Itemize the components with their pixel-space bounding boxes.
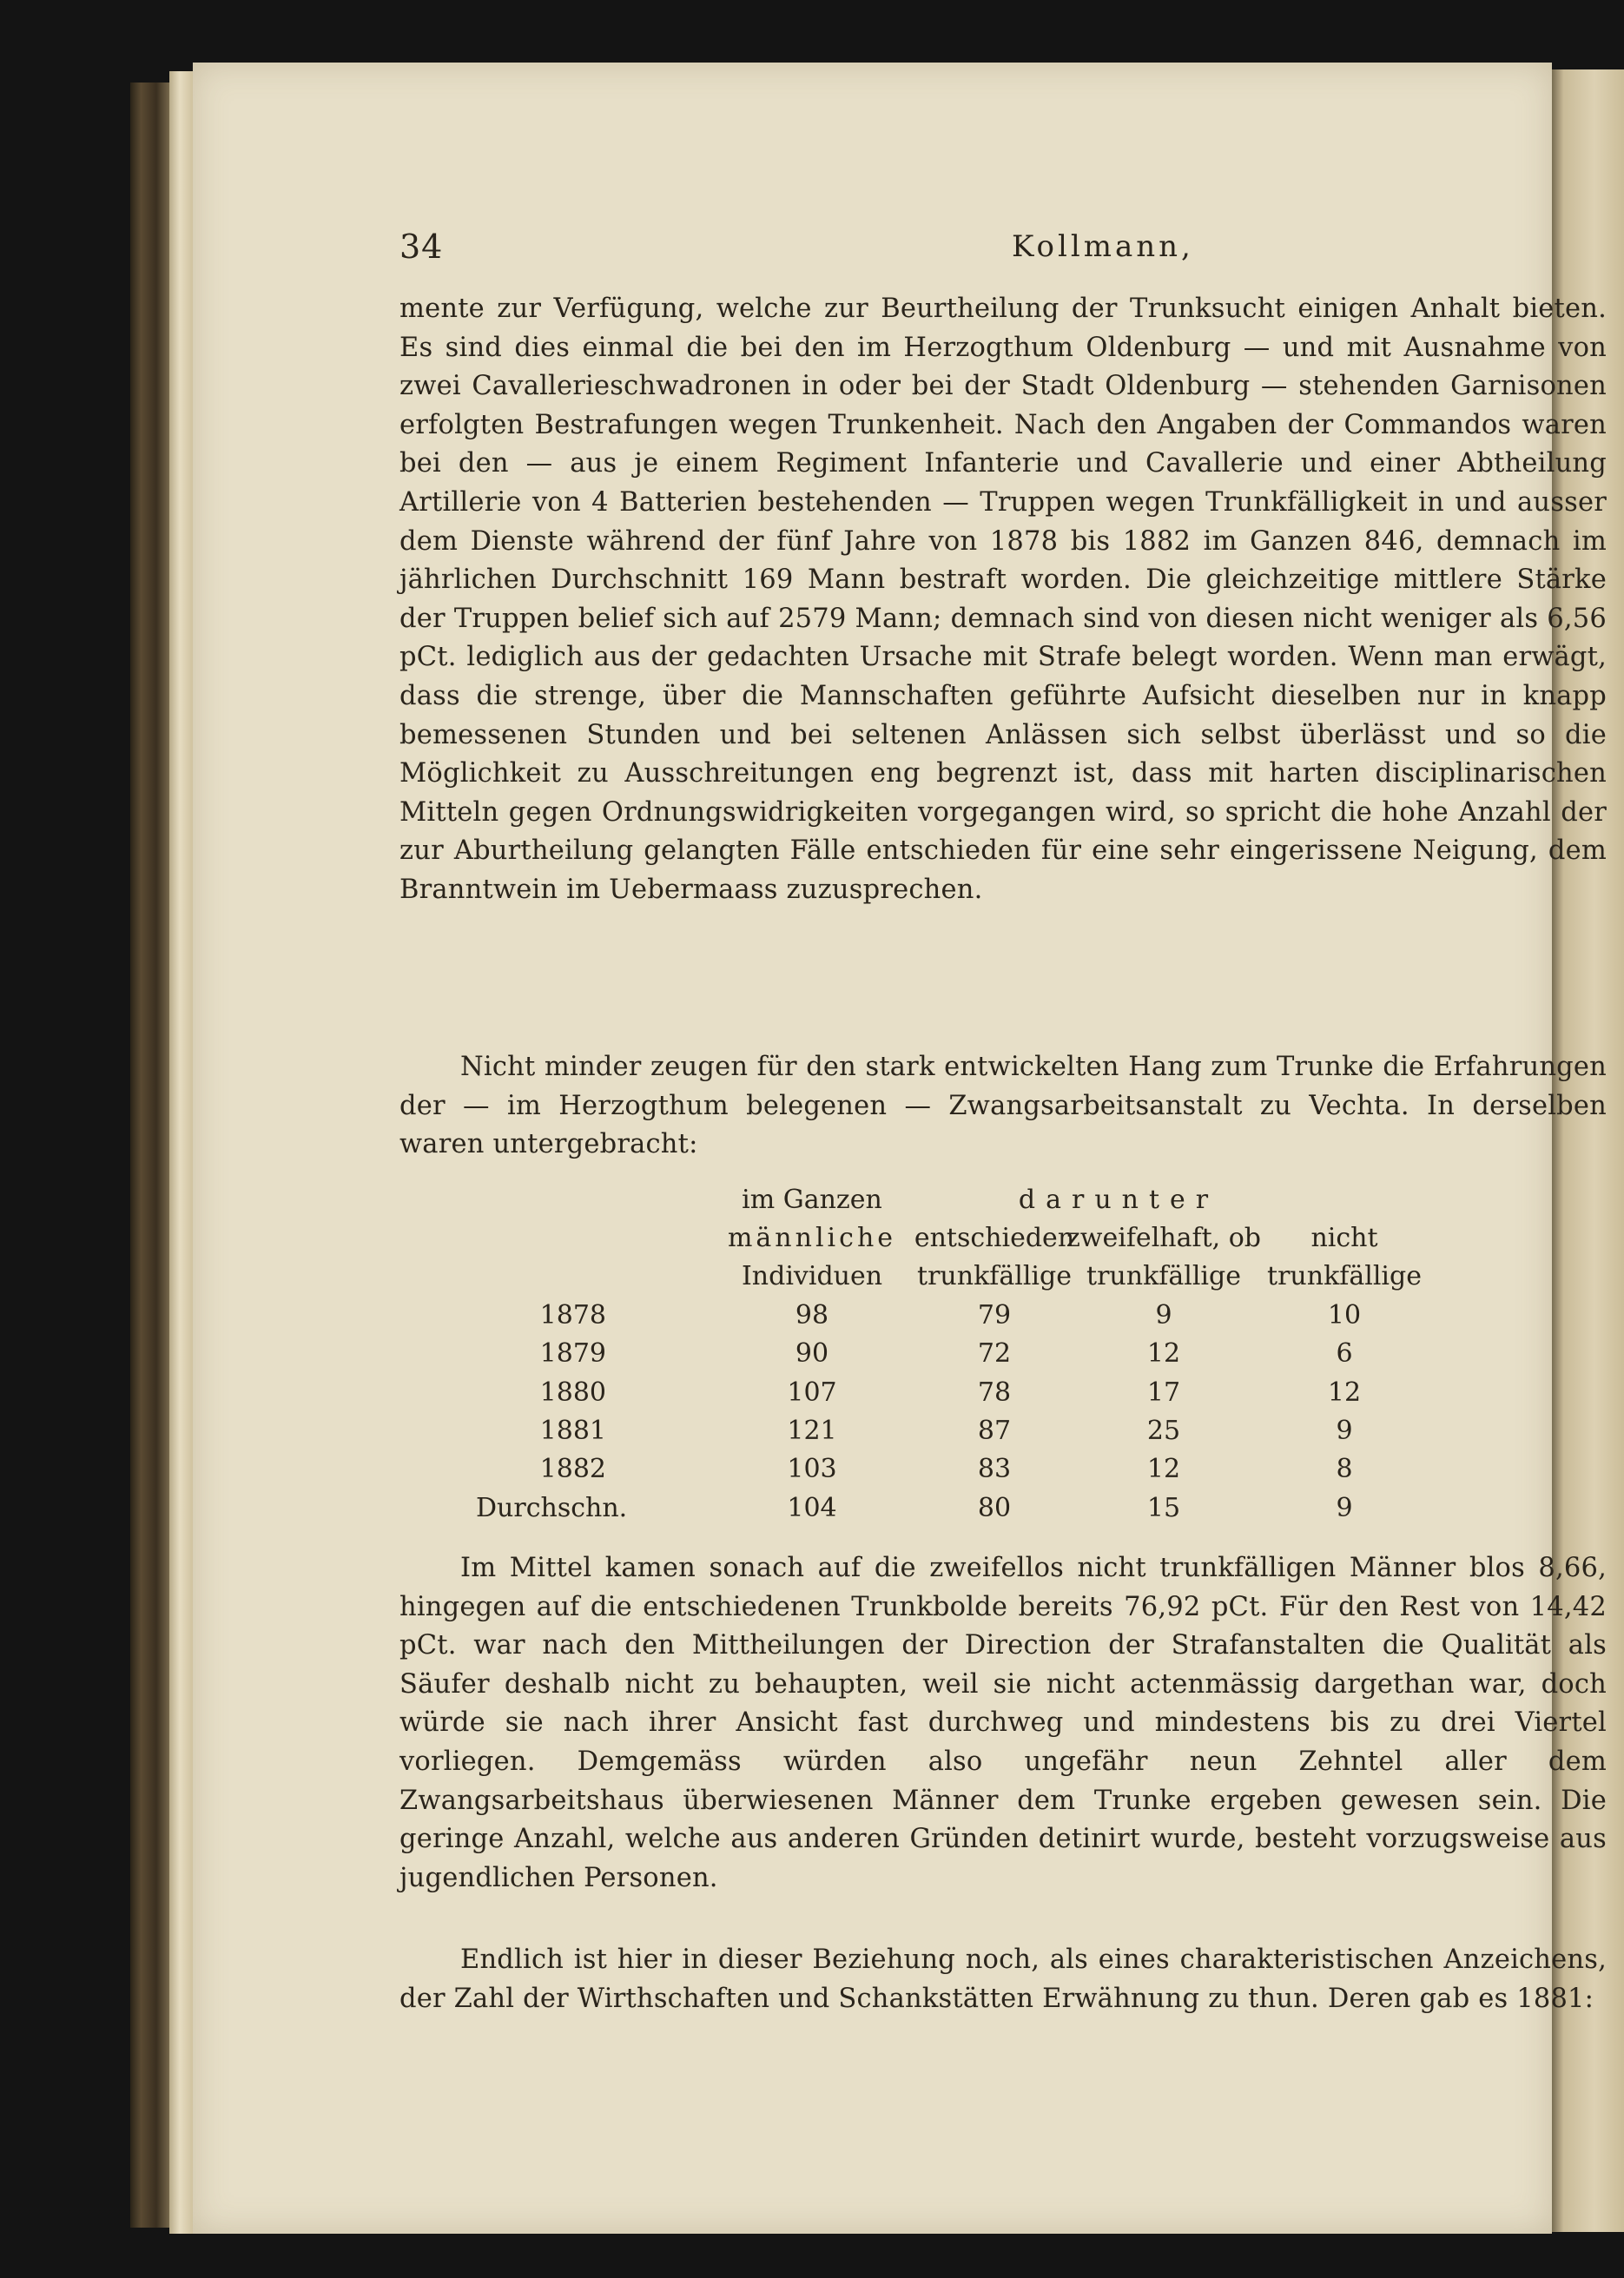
row-label: 1882	[539, 1454, 606, 1484]
paragraph-1: mente zur Verfügung, welche zur Beurtheilung der Trunksucht einigen Anhalt bieten. Es sind dies einmal die bei den im Herzogthum Oldenburg — und mit Ausnahme von zwei Cavallerieschwadronen in oder bei der Stadt Oldenburg — stehenden Garnisonen erfolgten Bestrafungen wegen Trunkenheit. Nach den Angaben der Commandos waren bei den — aus je einem Regiment Infanterie und Cavallerie und einer Abtheilung Artillerie von 4 Batterien bestehenden — Truppen wegen Trunkfälligkeit in und ausser dem Dienste während der fünf Jahre von 1878 bis 1882 im Ganzen 846, demnach im jährlichen Durchschnitt 169 Mann bestraft worden. Die gleichzeitige mittlere Stärke der Truppen belief sich auf 2579 Mann; demnach sind von diesen nicht weniger als 6,56 pCt. lediglich aus der gedachten Ursache mit Strafe belegt worden. Wenn man erwägt, dass die strenge, über die Mannschaften geführte Aufsicht dieselben nur in knapp bemessenen Stunden und bei seltenen Anlässen sich selbst überlässt und so die Möglichkeit zu Ausschreitungen eng begrenzt ist, dass mit harten disciplinarischen Mitteln gegen Ordnungswidrigkeiten vorgegangen wird, so spricht die hohe Anzahl der zur Aburtheilung gelangten Fälle entschieden für eine sehr eingerissene Neigung, dem Branntwein im Uebermaass zuzusprechen.	[399, 294, 1607, 905]
page-number: 34	[399, 228, 444, 266]
row-label: 1878	[539, 1300, 606, 1330]
row-label: 1880	[539, 1377, 606, 1408]
statistics-table: im Ganzen darunter männliche entschieden zweifelhaft, ob nicht Individuen trunkfällige trunkfällige trunkfällige 1878 98 79 9 10 1879 90 72 12 6 1880 107 78 17 12 1881 121 87 25 9 1882 103 83 12 8 Durchschn. 104 80 15 9	[476, 1185, 1422, 1523]
page-header	[399, 228, 1607, 280]
page-stack-edge	[169, 71, 195, 2234]
book-page	[193, 63, 1607, 2234]
paragraph-3: Im Mittel kamen sonach auf die zweifellos nicht trunkfälligen Männer blos 8,66, hingegen auf die entschiedenen Trunkbolde bereits 76,92 pCt. Für den Rest von 14,42 pCt. war nach den Mittheilungen der Direction der Strafanstalten die Qualität als Säufer deshalb nicht zu behaupten, weil sie nicht actenmässig dargethan war, doch würde sie nach ihrer Ansicht fast durchweg und mindestens bis zu drei Viertel vorliegen. Demgemäss würden also ungefähr neun Zehntel aller dem Zwangsarbeitshaus überwiesenen Männer dem Trunke ergeben gewesen sein. Die geringe Anzahl, welche aus anderen Gründen detinirt wurde, besteht vorzugsweise aus jugendlichen Personen.	[399, 1553, 1607, 1893]
running-head: Kollmann,	[1012, 229, 1194, 264]
row-label: Durchschn.	[476, 1493, 628, 1523]
paragraph-4: Endlich ist hier in dieser Beziehung noch, als eines charakteristischen Anzeichens, der Zahl der Wirthschaften und Schankstätten Erwähnung zu thun. Deren gab es 1881:	[399, 1945, 1607, 2014]
paragraph-2: Nicht minder zeugen für den stark entwickelten Hang zum Trunke die Erfahrungen der — im Herzogthum belegenen — Zwangsarbeitsanstalt zu Vechta. In derselben waren untergebracht:	[399, 1052, 1607, 1160]
row-label: 1881	[539, 1416, 606, 1446]
row-label: 1879	[539, 1338, 606, 1369]
book-binding	[130, 83, 174, 2228]
table-header-darunter: darunter	[1018, 1185, 1219, 1215]
